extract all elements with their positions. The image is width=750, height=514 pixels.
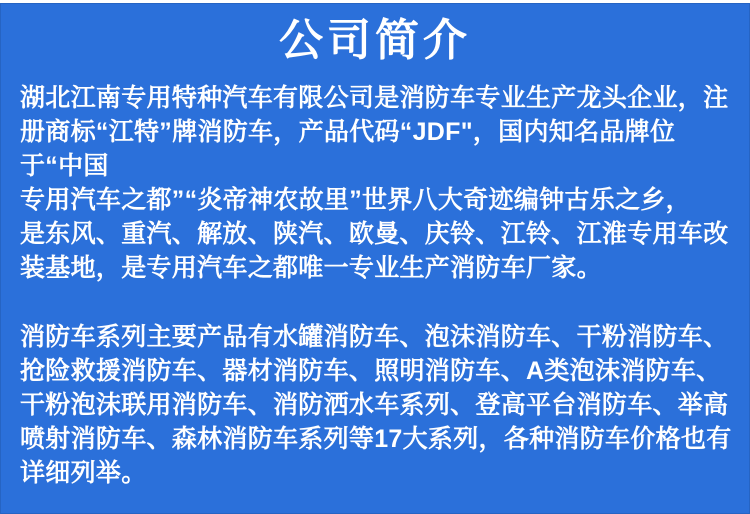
- text-line: 装基地，是专用汽车之都唯一专业生产消防车厂家。: [20, 254, 602, 282]
- text-line: 详细列举。: [20, 459, 147, 487]
- paragraph-company-overview: [0, 81, 750, 285]
- text-line: 湖北江南专用特种汽车有限公司是消防车专业生产龙头企业，注: [20, 84, 729, 112]
- text-line: 册商标“江特”牌消防车，产品代码“JDF"，国内知名品牌位: [20, 118, 676, 146]
- text-line: 消防车系列主要产品有水罐消防车、泡沫消防车、干粉消防车、: [20, 323, 729, 351]
- paragraph-product-series: [0, 320, 750, 490]
- text-line: 于“中国: [20, 152, 109, 180]
- text-line: 是东风、重汽、解放、陕汽、欧曼、庆铃、江铃、江淮专用车改: [20, 220, 729, 248]
- text-line: 干粉泡沫联用消防车、消防洒水车系列、登高平台消防车、举高: [20, 391, 729, 419]
- company-intro-panel: [0, 3, 750, 514]
- text-line: 喷射消防车、森林消防车系列等17大系列，各种消防车价格也有: [20, 425, 732, 453]
- text-line: 专用汽车之都”“炎帝神农故里”世界八大奇迹编钟古乐之乡，: [20, 186, 691, 214]
- page-title: 公司简介: [279, 16, 471, 65]
- text-line: 抢险救援消防车、器材消防车、照明消防车、A类泡沫消防车、: [20, 357, 722, 385]
